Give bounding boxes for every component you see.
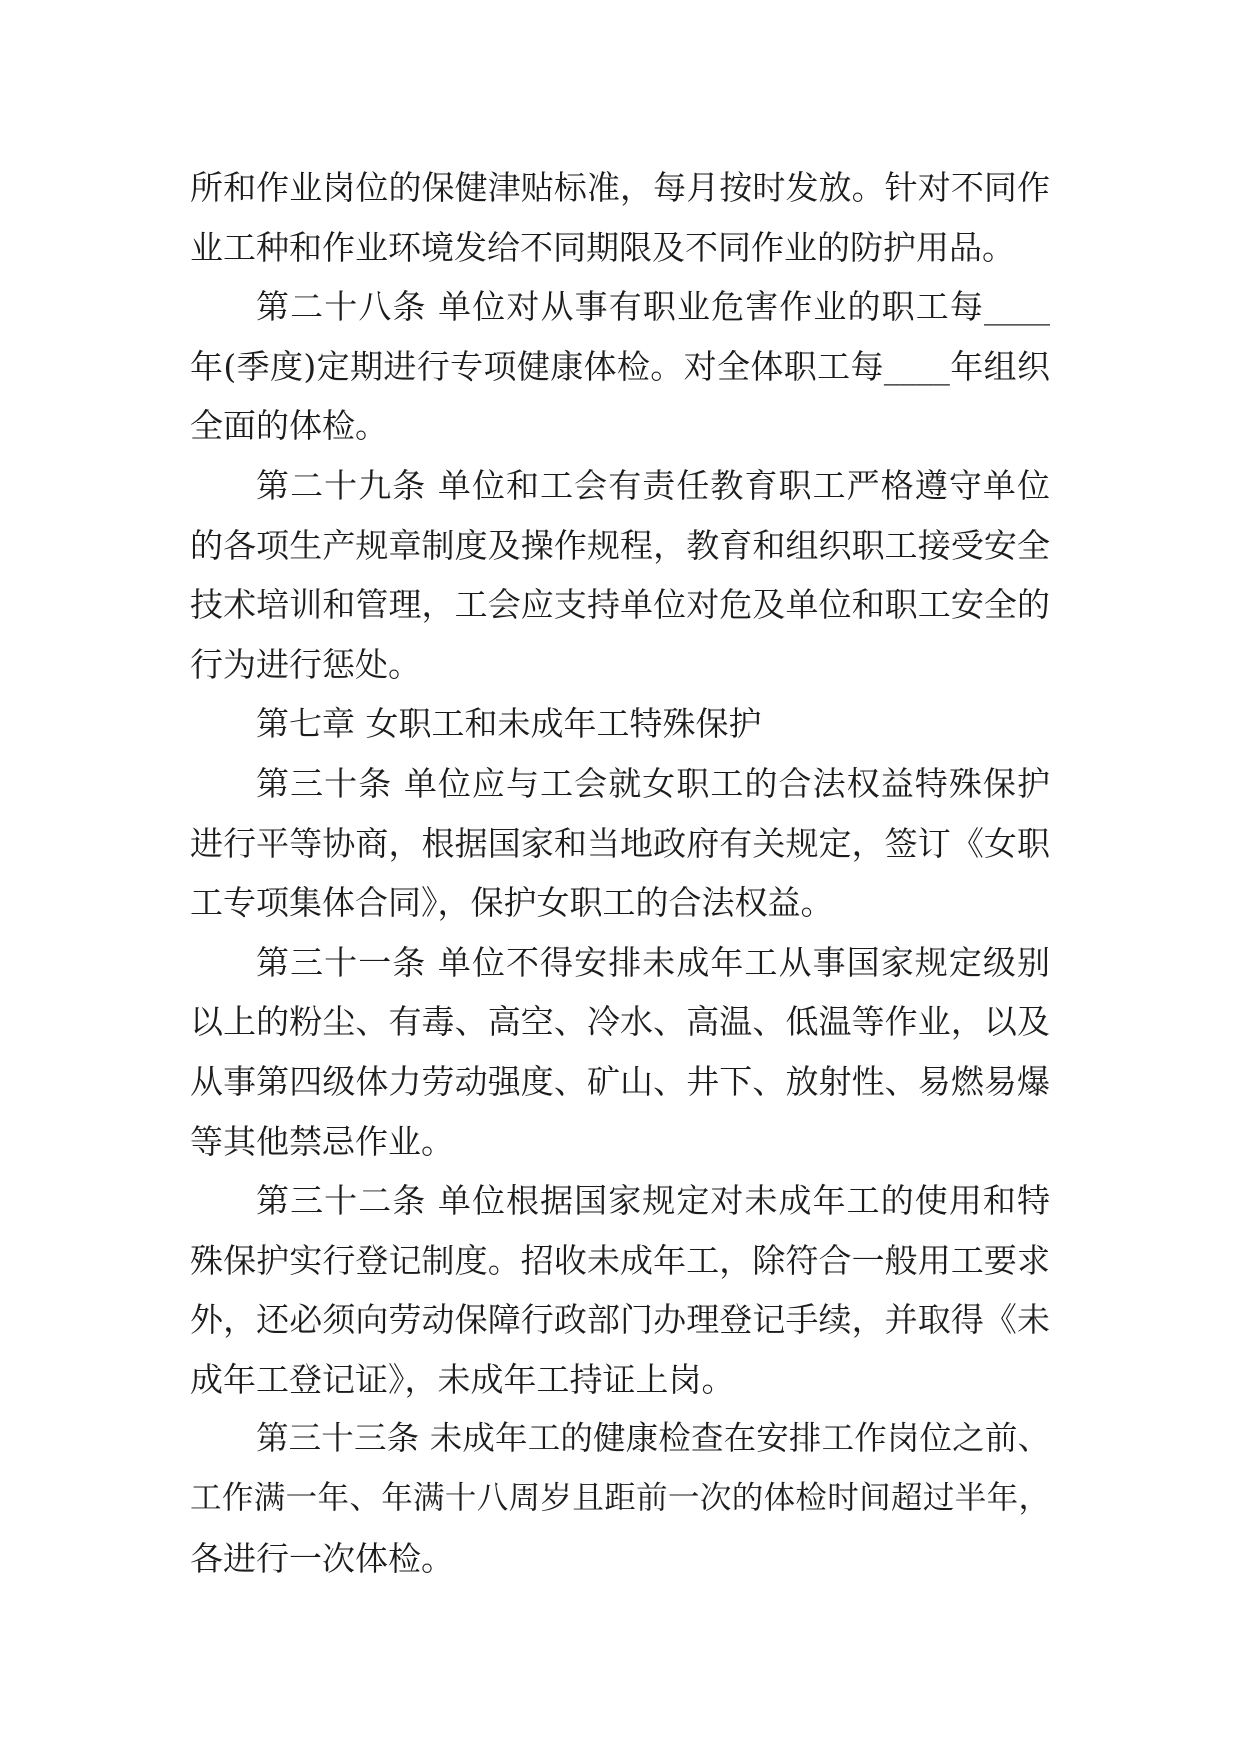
text-line: 的各项生产规章制度及操作规程，教育和组织职工接受安全 — [190, 525, 1050, 565]
text-line: 外，还必须向劳动保障行政部门办理登记手续，并取得《未 — [190, 1300, 1050, 1340]
text-line: 第二十九条 单位和工会有责任教育职工严格遵守单位 — [256, 465, 1050, 505]
text-line: 第三十一条 单位不得安排未成年工从事国家规定级别 — [256, 942, 1050, 982]
text-line: 行为进行惩处。 — [190, 644, 421, 684]
text-line: 从事第四级体力劳动强度、矿山、井下、放射性、易燃易爆 — [190, 1061, 1050, 1101]
chapter-heading: 第七章 女职工和未成年工特殊保护 — [256, 704, 762, 744]
text-line: 全面的体检。 — [190, 406, 388, 446]
text-line: 成年工登记证》，未成年工持证上岗。 — [190, 1359, 735, 1399]
text-line: 等其他禁忌作业。 — [190, 1121, 454, 1161]
document-body — [190, 158, 1050, 1588]
text-line: 所和作业岗位的保健津贴标准，每月按时发放。针对不同作 — [190, 168, 1050, 207]
text-line: 技术培训和管理，工会应支持单位对危及单位和职工安全的 — [190, 585, 1050, 625]
text-line: 第三十条 单位应与工会就女职工的合法权益特殊保护 — [256, 763, 1050, 803]
text-line: 第三十三条 未成年工的健康检查在安排工作岗位之前、 — [256, 1419, 1050, 1458]
text-line: 第三十二条 单位根据国家规定对未成年工的使用和特 — [256, 1181, 1050, 1221]
text-line: 工专项集体合同》，保护女职工的合法权益。 — [190, 883, 834, 923]
text-line: 第二十八条 单位对从事有职业危害作业的职工每____ — [256, 287, 1050, 327]
text-line: 工作满一年、年满十八周岁且距前一次的体检时间超过半年， — [190, 1480, 1050, 1517]
text-line: 以上的粉尘、有毒、高空、冷水、高温、低温等作业，以及 — [190, 1002, 1050, 1042]
text-line: 殊保护实行登记制度。招收未成年工，除符合一般用工要求 — [190, 1240, 1050, 1280]
text-line: 年(季度)定期进行专项健康体检。对全体职工每____年组织 — [190, 346, 1050, 386]
text-line: 业工种和作业环境发给不同期限及不同作业的防护用品。 — [190, 227, 1015, 267]
text-line: 进行平等协商，根据国家和当地政府有关规定，签订《女职 — [190, 823, 1050, 863]
text-line: 各进行一次体检。 — [190, 1538, 454, 1578]
